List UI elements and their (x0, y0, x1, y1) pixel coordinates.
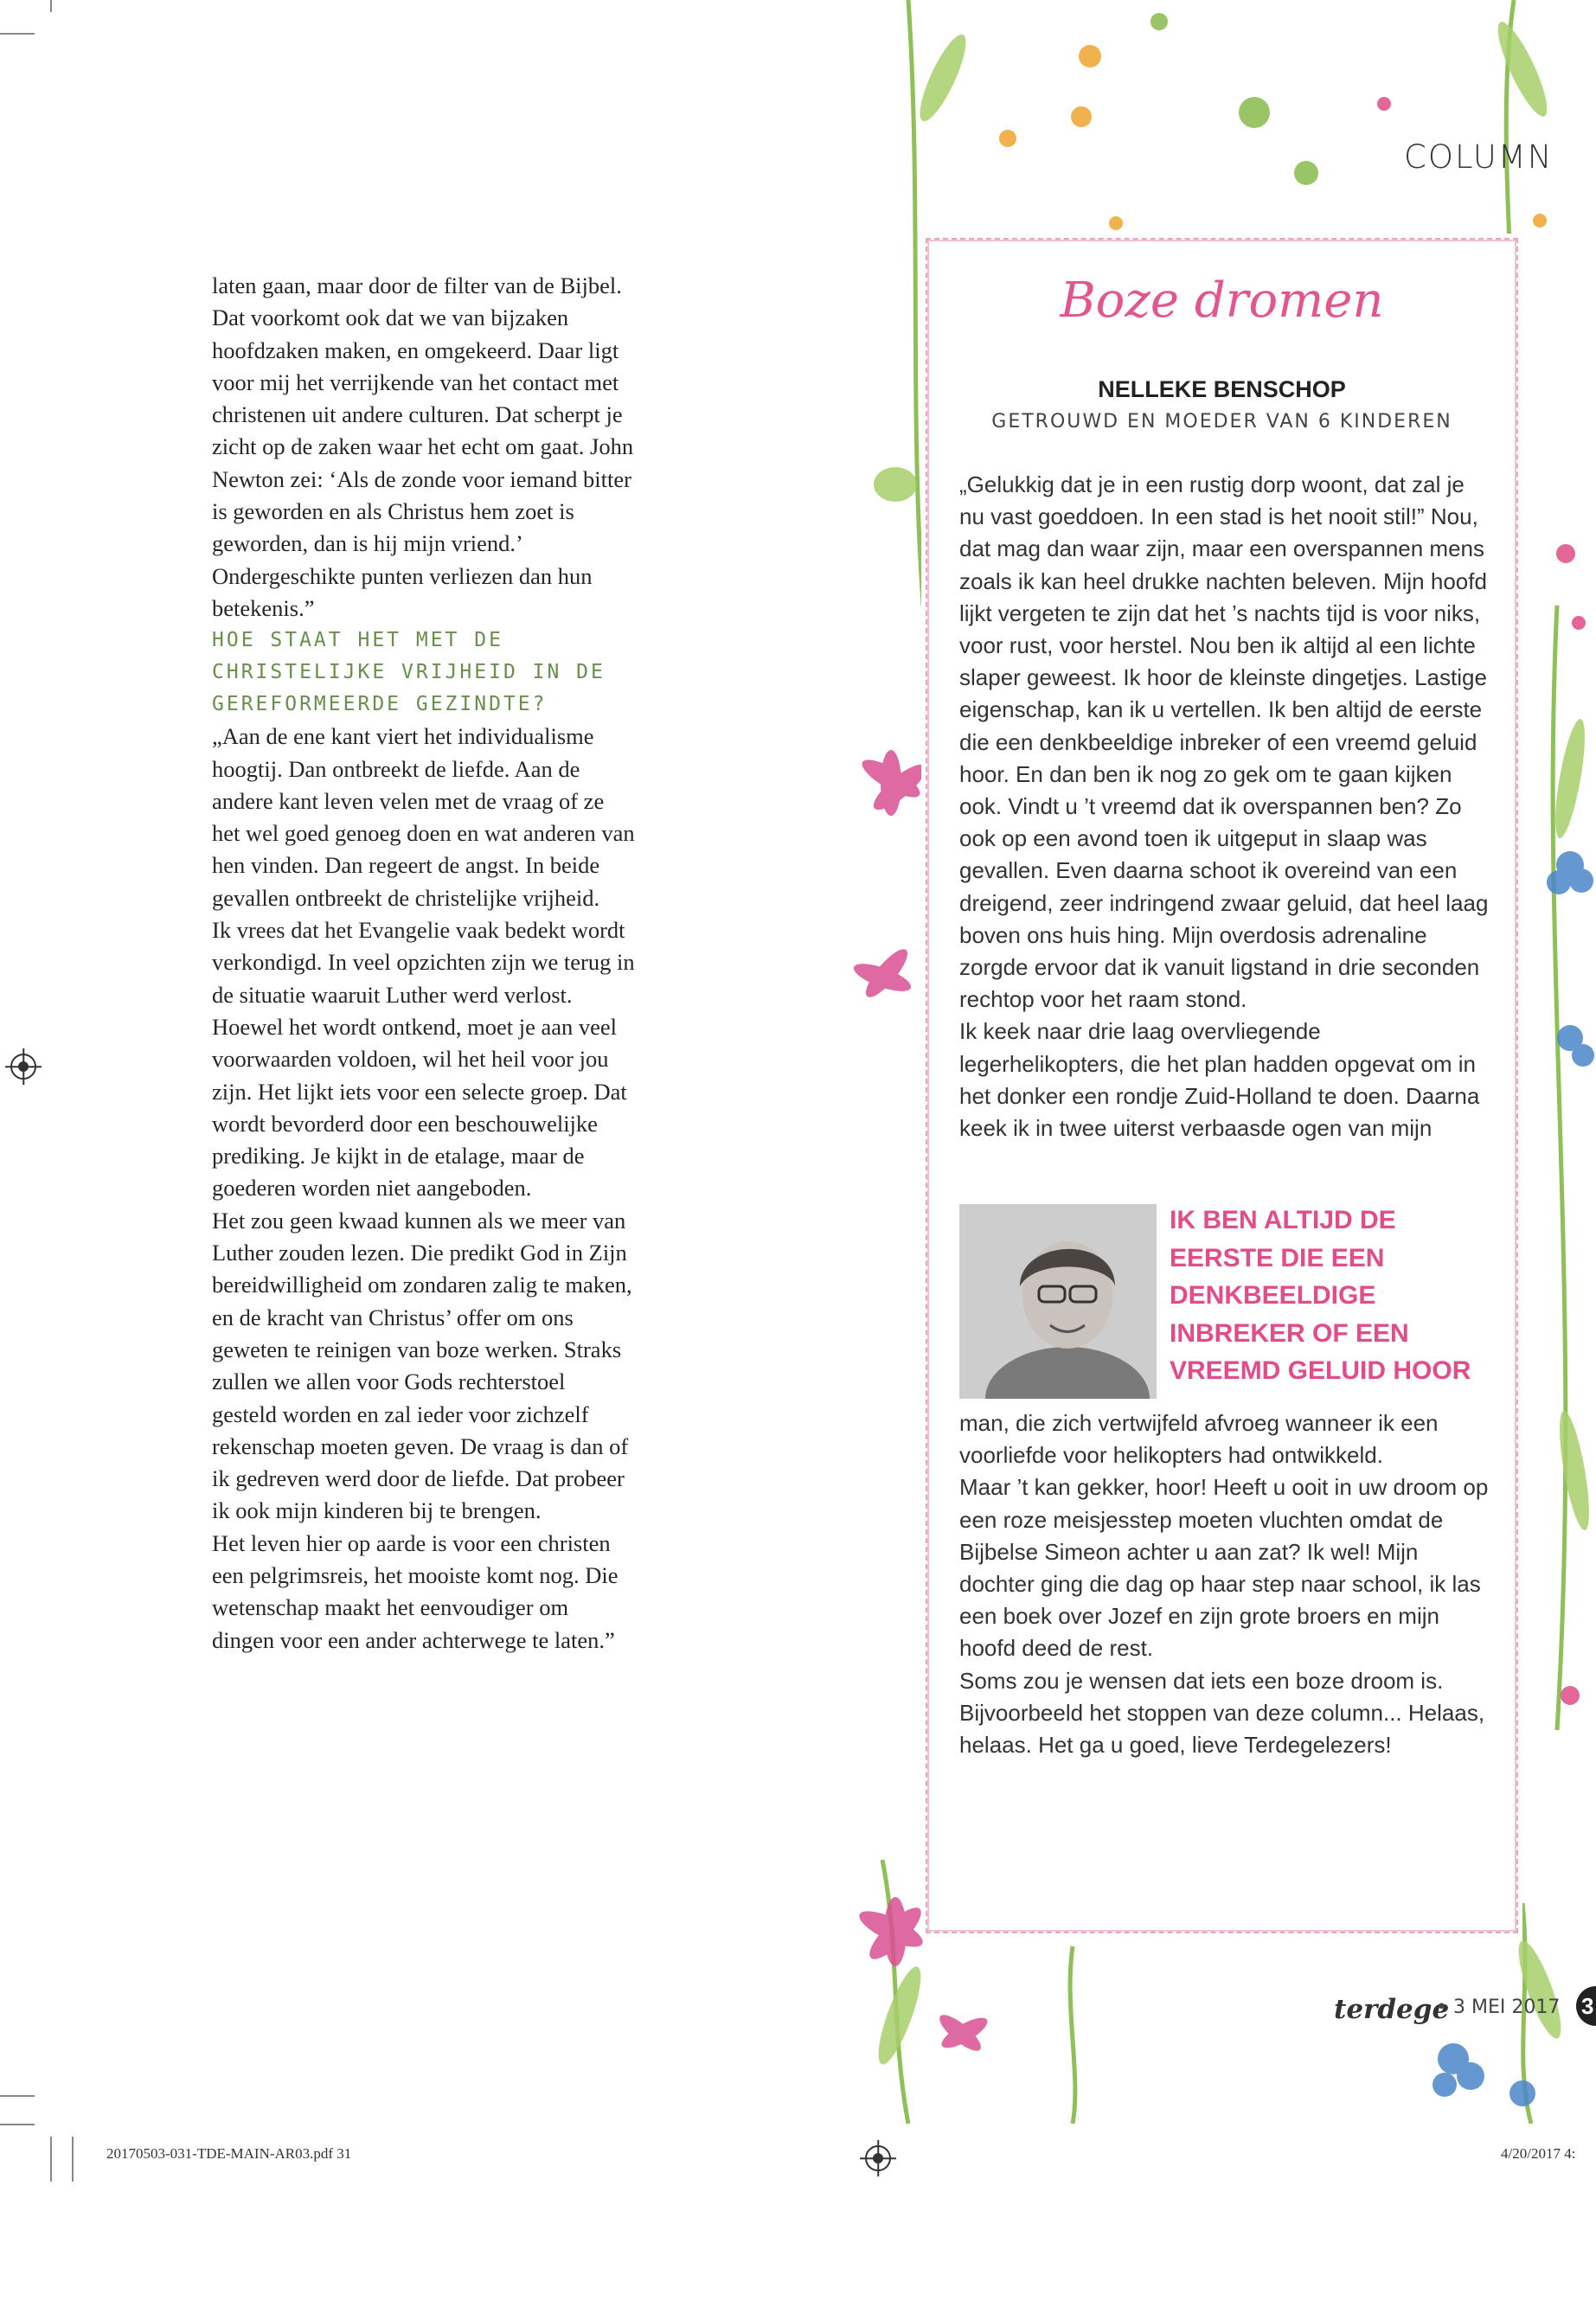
article-left-column (212, 270, 636, 1657)
column-label: COLUMN (1404, 138, 1554, 176)
section-heading: HOE STAAT HET MET DE CHRISTELIJKE VRIJHEID IN DE GEREFORMEERDE GEZINDTE? (212, 629, 606, 716)
paragraph: Ik vrees dat het Evangelie vaak bedekt wordt verkondigd. In veel opzichten zijn we terug in de situatie waaruit Luther werd verlost. Hoewel het wordt ontkend, moet je aan veel voorwaarden voldoen, wil het heil voor jou zijn. Het lijkt iets voor een selecte groep. Dat wordt bevorderd door een beschouwelijke prediking. Je kijkt in de etalage, maar de goederen worden niet aangeboden. (212, 917, 635, 1202)
crop-mark (50, 2137, 52, 2182)
paragraph: Maar ’t kan gekker, hoor! Heeft u ooit in uw droom op een roze meisjesstep moeten vluchten omdat de Bijbelse Simeon achter u aan zat? Ik wel! Mijn dochter ging die dag op haar step naar school, ik las een boek over Jozef en zijn grote broers en mijn hoofd deed de rest. (959, 1474, 1489, 1662)
paragraph: „Aan de ene kant viert het individualisme hoogtij. Dan ontbreekt de liefde. Aan de andere kant leven velen met de vraag of ze het wel goed genoeg doen en wat anderen van hen vinden. Dan regeert de angst. In beide gevallen ontbreekt de christelijke vrijheid. (212, 723, 635, 911)
print-slug-date: 4/20/2017 4: (1501, 2145, 1576, 2162)
crop-mark (0, 2124, 35, 2125)
registration-mark-icon (865, 2145, 891, 2171)
crop-mark (72, 2137, 74, 2182)
paragraph: Ik keek naar drie laag overvliegende legerhelikopters, die het plan hadden opgevat om in het donker een rondje Zuid-Holland te doen. Daarna keek ik in twee uiterst verbaasde ogen van mijn (959, 1018, 1480, 1142)
author-subtitle: GETROUWD EN MOEDER VAN 6 KINDEREN (991, 411, 1452, 433)
column-box (921, 234, 1522, 1938)
magazine-logo: terdege (1334, 1994, 1450, 2025)
author-photo (959, 1204, 1157, 1399)
author-name: NELLEKE BENSCHOP (1098, 376, 1346, 402)
paragraph: man, die zich vertwijfeld afvroeg wanneer ik een voorliefde voor helikopters had ontwikkeld. (959, 1410, 1439, 1469)
author-portrait-icon (959, 1204, 1157, 1399)
crop-mark (50, 0, 52, 12)
crop-mark (0, 2095, 35, 2097)
pull-quote: IK BEN ALTIJD DE EERSTE DIE EEN DENKBEELDIGE INBREKER OF EEN VREEMD GELUID HOOR (1170, 1206, 1471, 1385)
column-text-top (959, 469, 1491, 1144)
column-title: Boze dromen (1060, 272, 1384, 329)
registration-mark-icon (10, 1054, 36, 1080)
print-slug-file: 20170503-031-TDE-MAIN-AR03.pdf 31 (106, 2145, 352, 2162)
issue-date: • 3 MEI 2017 (1436, 1997, 1561, 2018)
paragraph: laten gaan, maar door de filter van de Bijbel. Dat voorkomt ook dat we van bijzaken hoofdzaken maken, en omgekeerd. Daar ligt voor mij het verrijkende van het contact met christenen uit andere culturen. Dat scherpt je zicht op de zaken waar het echt om gaat. John Newton zei: ‘Als de zonde voor iemand bitter is geworden en als Christus hem zoet is geworden, dan is hij mijn vriend.’ Ondergeschikte punten verliezen dan hun betekenis.” (212, 272, 634, 621)
paragraph: Het zou geen kwaad kunnen als we meer van Luther zouden lezen. Die predikt God in Zijn bereidwilligheid om zondaren zalig te maken, en de kracht van Christus’ offer om ons geweten te reinigen van boze werken. Straks zullen we allen voor Gods rechterstoel gesteld worden en zal ieder voor zichzelf rekenschap moeten geven. De vraag is dan of ik gedreven werd door de liefde. Dat probeer ik ook mijn kinderen bij te brengen. (212, 1207, 632, 1524)
column-text-bottom (959, 1407, 1491, 1761)
paragraph: Soms zou je wensen dat iets een boze droom is. Bijvoorbeeld het stoppen van deze column... Helaas, helaas. Het ga u goed, lieve Terdegelezers! (959, 1667, 1485, 1759)
paragraph: „Gelukkig dat je in een rustig dorp woont, dat zal je nu vast goeddoen. In een stad is het nooit stil!” Nou, dat mag dan waar zijn, maar een overspannen mens zoals ik kan heel drukke nachten beleven. Mijn hoofd lijkt vergeten te zijn dat het ’s nachts tijd is voor niks, voor rust, voor herstel. Nou ben ik altijd al een lichte slaper geweest. Ik hoor de kleinste dingetjes. Lastige eigenschap, kan ik u vertellen. Ik ben altijd de eerste die een denkbeeldige inbreker of een vreemd geluid hoor. En dan ben ik nog zo gek om te gaan kijken ook. Vindt u ’t vreemd dat ik overspannen ben? Zo ook op een avond toen ik uitgeput in slaap was gevallen. Even daarna schoot ik overeind van een dreigend, zeer indringend zwaar geluid, dat heel laag boven ons huis hing. Mijn overdosis adrenaline zorgde ervoor dat ik vanuit ligstand in drie seconden rechtop voor het raam stond. (959, 471, 1489, 1013)
crop-mark (0, 33, 35, 35)
page-number: 3 (1576, 1986, 1596, 2026)
paragraph: Het leven hier op aarde is voor een christen een pelgrimsreis, het mooiste komt nog. Die wetenschap maakt het eenvoudiger om dingen voor een ander achterwege te laten.” (212, 1529, 619, 1653)
